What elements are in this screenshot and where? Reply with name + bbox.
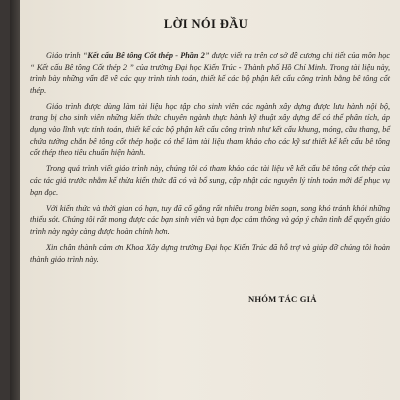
page-title: LỜI NÓI ĐẦU xyxy=(163,17,249,31)
author-signature: NHÓM TÁC GIẢ xyxy=(248,294,317,304)
paragraph-1-text-b: ” được viết ra trên cơ sở đề cương chi tiết của môn học “ Kết cấu Bê tông Cốt thép 2 ” của trường Đại học Kiến Trúc - Thành phố Hồ Chí Minh. Trong tài liệu này, trình bày những vấn đề về các quy trình tính toán, thiết kế các bộ phận kết cấu công trình bằng bê tông cốt thép. xyxy=(30,51,390,95)
paragraph-3: Trong quá trình viết giáo trình này, chúng tôi có tham khảo các tài liệu về kết cấu bê tông cốt thép của các tác giả trước nhằm kế thừa kiến thức đã có và bổ sung, cập nhật các nguyên lý tính toán mới để phục vụ bạn đọc. xyxy=(30,164,390,197)
preface-body xyxy=(30,50,390,270)
paragraph-1 xyxy=(30,50,390,96)
paragraph-4: Với kiến thức và thời gian có hạn, tuy đã cố gắng rất nhiều trong biên soạn, song khó tránh khỏi những thiếu sót. Chúng tôi rất mong được các bạn sinh viên và bạn đọc cảm thông và góp ý chân tình để quyển giáo trình này ngày càng được hoàn chỉnh hơn. xyxy=(30,203,390,236)
book-page xyxy=(10,0,400,400)
paragraph-1-text-a: Giáo trình “ xyxy=(46,51,88,60)
paragraph-2: Giáo trình được dùng làm tài liệu học tập cho sinh viên các ngành xây dựng được lưu hành nội bộ, trang bị cho sinh viên những kiến thức chuyên ngành thực hành kỹ thuật xây dựng để có thể phân tích, áp dụng vào lĩnh vực tính toán, thiết kế các bộ phận kết cấu công trình như kết cấu khung, móng, cầu thang, bể chứa tường chắn bê tông cốt thép hoặc có thể làm tài liệu tham khảo cho các kỹ sư thiết kế kết cấu bê tông cốt thép theo tiêu chuẩn hiện hành. xyxy=(30,101,390,158)
paragraph-1-book-title: Kết cấu Bê tông Cốt thép - Phần 2 xyxy=(87,51,205,60)
paragraph-5: Xin chân thành cảm ơn Khoa Xây dựng trường Đại học Kiến Trúc đã hỗ trợ và giúp đỡ chúng tôi hoàn thành giáo trình này. xyxy=(30,242,390,264)
page-spine-shadow xyxy=(10,0,20,400)
